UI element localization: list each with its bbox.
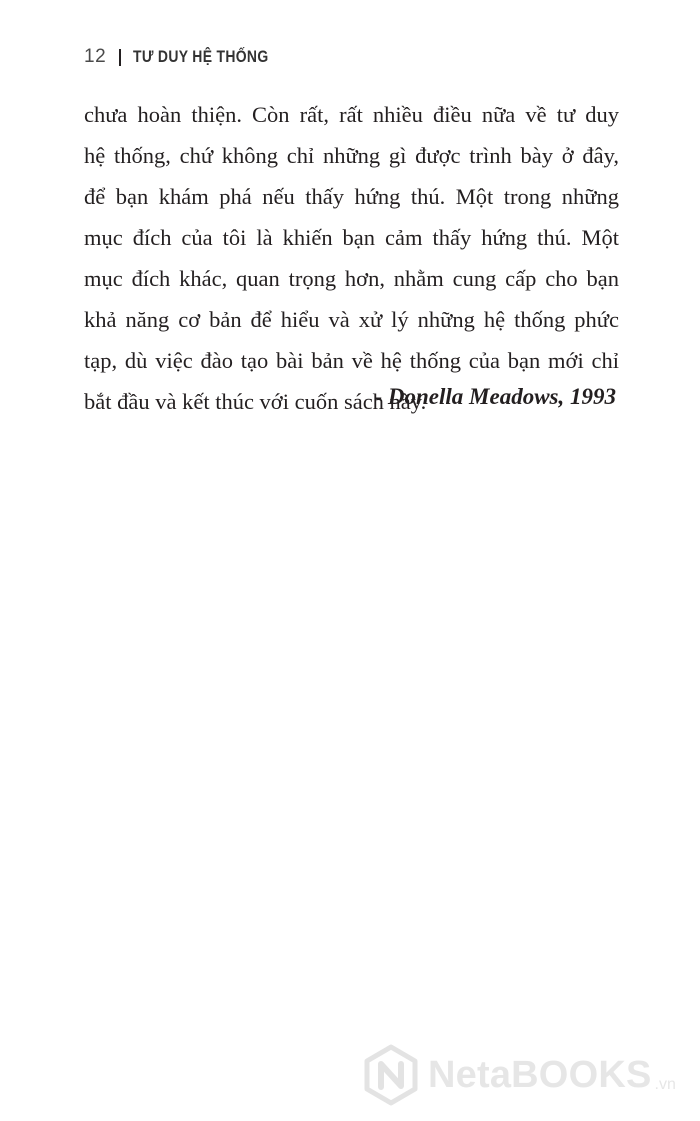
paragraph-line: bắt đầu và kết thúc với cuốn sách này. bbox=[84, 389, 427, 414]
watermark bbox=[360, 1044, 676, 1106]
body-paragraph bbox=[84, 94, 619, 422]
page-number: 12 bbox=[84, 46, 107, 67]
paragraph-line: chưa hoàn thiện. Còn rất, rất nhiều điều nữa về tư duy bbox=[84, 102, 619, 127]
paragraph-line: khả năng cơ bản để hiểu và xử lý những hệ thống phức bbox=[84, 307, 619, 332]
running-header bbox=[84, 44, 298, 70]
watermark-brand: NetaBOOKS bbox=[428, 1054, 652, 1096]
neta-hexagon-logo-icon bbox=[360, 1044, 422, 1106]
header-divider bbox=[119, 49, 121, 66]
paragraph-line: mục đích của tôi là khiến bạn cảm thấy hứng thú. Một bbox=[84, 225, 619, 250]
paragraph-line: tạp, dù việc đào tạo bài bản về hệ thống của bạn mới chỉ bbox=[84, 348, 619, 373]
paragraph-line: để bạn khám phá nếu thấy hứng thú. Một trong những bbox=[84, 184, 619, 209]
paragraph-line: hệ thống, chứ không chỉ những gì được trình bày ở đây, bbox=[84, 143, 619, 168]
watermark-suffix: .vn bbox=[654, 1076, 676, 1093]
book-title: TƯ DUY HỆ THỐNG bbox=[133, 47, 269, 66]
paragraph-line: mục đích khác, quan trọng hơn, nhằm cung cấp cho bạn bbox=[84, 266, 619, 291]
quote-attribution: - Donella Meadows, 1993 bbox=[374, 384, 616, 409]
